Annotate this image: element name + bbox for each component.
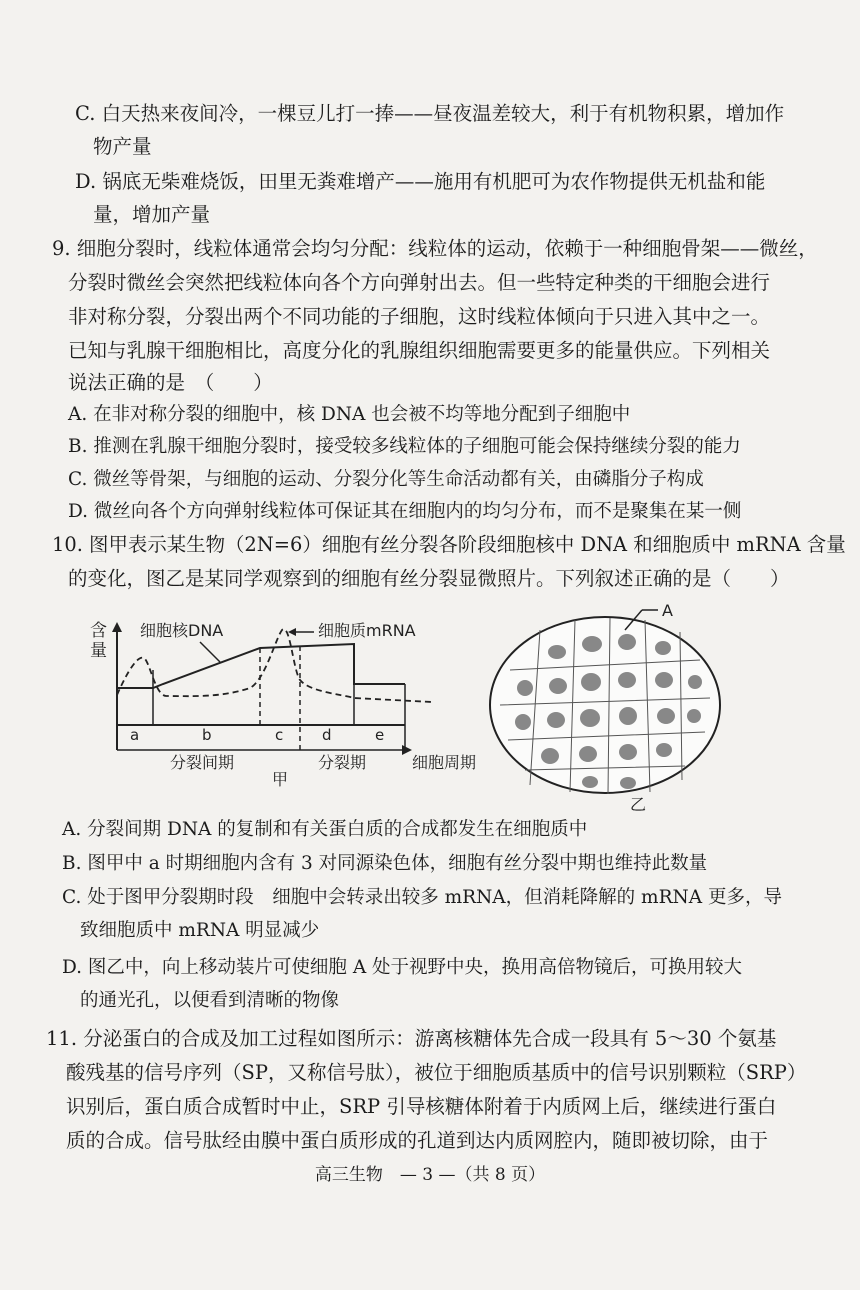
interphase-label: 分裂间期: [170, 753, 235, 772]
q8-option-d-line2: 量，增加产量: [93, 203, 211, 226]
dna-label: 细胞核DNA: [140, 621, 224, 640]
y-label-2: 量: [90, 641, 107, 661]
q10-option-c-line1: C. 处于图甲分裂期时段 细胞中会转录出较多 mRNA，但消耗降解的 mRNA 更多，导: [62, 887, 782, 908]
cycle-label: 细胞周期: [412, 753, 477, 772]
q10-option-d-line2: 的通光孔，以便看到清晰的物像: [80, 990, 340, 1011]
q11-stem-line2: 酸残基的信号序列（SP，又称信号肽），被位于细胞质基质中的信号识别颗粒（SRP）: [66, 1061, 807, 1084]
q10-option-b: B. 图甲中 a 时期细胞内含有 3 对同源染色体，细胞有丝分裂中期也维持此数量: [62, 853, 708, 874]
micrograph: [490, 601, 720, 814]
q8-option-c-line1: C. 白天热来夜间冷，一棵豆儿打一捧——昼夜温差较大，利于有机物积累，增加作: [75, 102, 785, 125]
q9-stem-line3: 非对称分裂，分裂出两个不同功能的子细胞，这时线粒体倾向于只进入其中之一。: [68, 305, 771, 328]
q9-option-a: A. 在非对称分裂的细胞中，核 DNA 也会被不均等地分配到子细胞中: [68, 404, 631, 425]
phase-e: e: [375, 726, 385, 744]
q11-stem-line1: 11. 分泌蛋白的合成及加工过程如图所示：游离核糖体先合成一段具有 5～30 个氨基: [46, 1027, 777, 1050]
cycle-axis-arrow: [402, 745, 412, 755]
q11-stem-line4: 质的合成。信号肽经由膜中蛋白质形成的孔道到达内质网腔内，随即被切除，由于: [66, 1129, 769, 1152]
q9-option-c: C. 微丝等骨架，与细胞的运动、分裂分化等生命活动都有关，由磷脂分子构成: [68, 469, 704, 490]
phase-a: a: [130, 726, 140, 744]
q9-option-d: D. 微丝向各个方向弹射线粒体可保证其在细胞内的均匀分布，而不是聚集在某一侧: [68, 501, 742, 522]
dna-curve: [117, 644, 405, 688]
y-label-1: 含: [90, 621, 107, 641]
q9-option-b: B. 推测在乳腺干细胞分裂时，接受较多线粒体的子细胞可能会保持继续分裂的能力: [68, 436, 741, 457]
dna-pointer: [200, 642, 220, 662]
phase-c: c: [275, 726, 284, 744]
q9-stem-line5: 说法正确的是 （ ）: [68, 371, 273, 394]
q10-figure: [60, 600, 740, 814]
q8-option-d-line1: D. 锅底无柴难烧饭，田里无粪难增产——施用有机肥可为农作物提供无机盐和能: [75, 170, 766, 193]
figure-yi-caption: 乙: [630, 795, 647, 814]
q10-stem-line1: 10. 图甲表示某生物（2N=6）细胞有丝分裂各阶段细胞核中 DNA 和细胞质中 mRNA 含量: [52, 533, 846, 556]
page-footer: 高三生物 — 3 —（共 8 页）: [314, 1165, 546, 1185]
q9-stem-line1: 9. 细胞分裂时，线粒体通常会均匀分配：线粒体的运动，依赖于一种细胞骨架——微丝，: [52, 237, 818, 260]
figure-jia-caption: 甲: [272, 770, 289, 789]
q10-option-c-line2: 致细胞质中 mRNA 明显减少: [80, 920, 320, 941]
q10-stem-line2: 的变化，图乙是某同学观察到的细胞有丝分裂显微照片。下列叙述正确的是（ ）: [68, 567, 790, 590]
q8-option-c-line2: 物产量: [93, 135, 152, 158]
mrna-pointer-arrow: [288, 628, 296, 636]
mrna-curve: [117, 629, 432, 702]
y-axis-arrow: [112, 622, 122, 632]
q9-stem-line2: 分裂时微丝会突然把线粒体向各个方向弹射出去。但一些特定种类的干细胞会进行: [68, 271, 771, 294]
q10-figure-svg: [60, 600, 740, 814]
q10-option-a: A. 分裂间期 DNA 的复制和有关蛋白质的合成都发生在细胞质中: [62, 819, 588, 840]
micrograph-field: [490, 617, 720, 793]
phase-d: d: [322, 726, 332, 744]
q11-stem-line3: 识别后，蛋白质合成暂时中止，SRP 引导核糖体附着于内质网上后，继续进行蛋白: [66, 1095, 777, 1118]
mitosis-label: 分裂期: [318, 753, 367, 772]
q9-stem-line4: 已知与乳腺干细胞相比，高度分化的乳腺组织细胞需要更多的能量供应。下列相关: [68, 339, 771, 362]
mrna-label: 细胞质mRNA: [318, 621, 416, 640]
phase-b: b: [202, 726, 212, 744]
q10-option-d-line1: D. 图乙中，向上移动装片可使细胞 A 处于视野中央，换用高倍物镜后，可换用较大: [62, 957, 743, 978]
label-a: A: [662, 601, 673, 620]
